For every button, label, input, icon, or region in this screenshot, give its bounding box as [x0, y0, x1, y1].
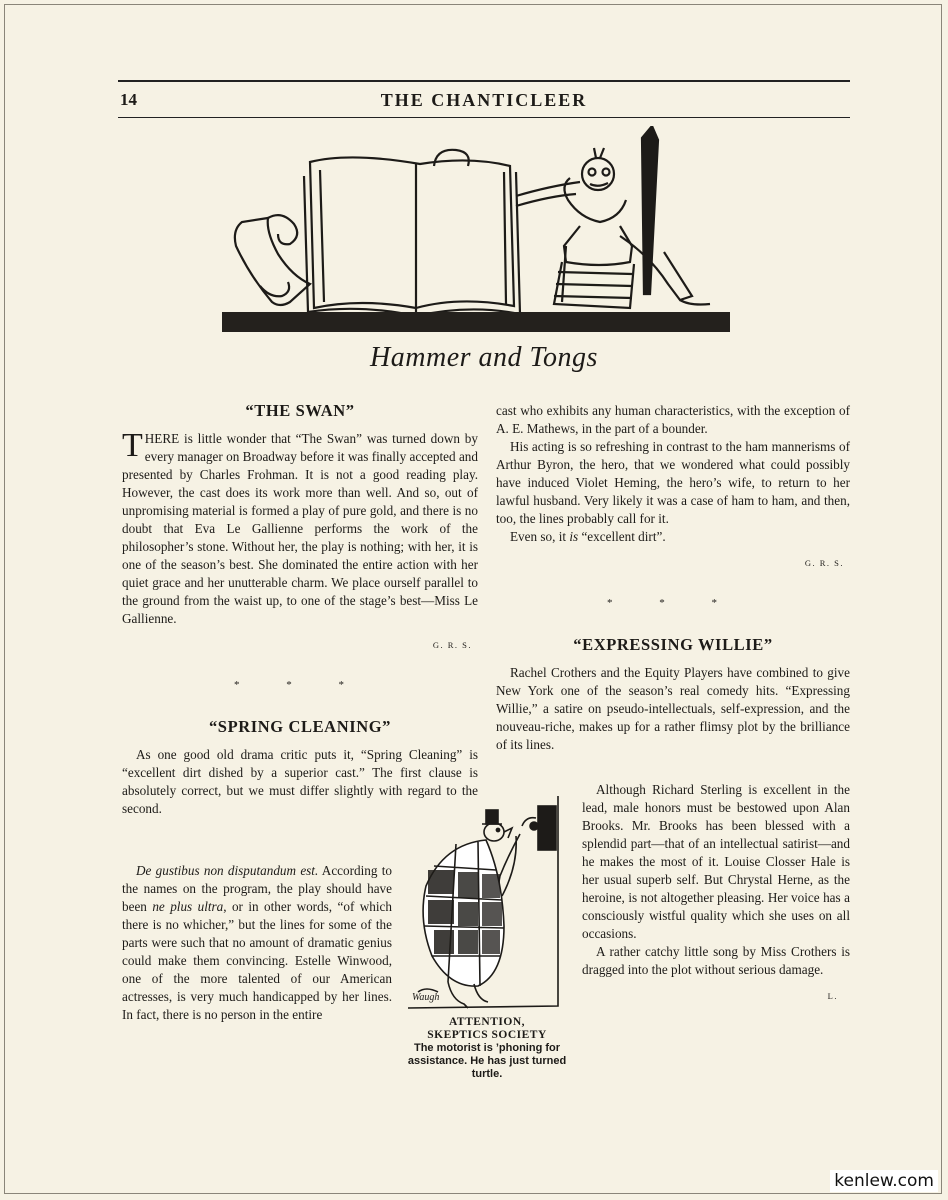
- spring-paragraph-1: As one good old drama critic puts it, “Spring Cleaning” is “excellent dirt dished by a superior cast.” The first clause is absolutely correct, but we must differ slightly with regard to the second.: [122, 747, 478, 816]
- page-header: [118, 88, 850, 114]
- header-top-rule: [118, 80, 850, 82]
- swan-paragraph-2: cast who exhibits any human characteristics, with the exception of A. E. Mathews, in the part of a bounder.: [496, 403, 850, 436]
- header-bottom-rule: [118, 117, 850, 118]
- left-column: [122, 402, 478, 818]
- expressing-willie-heading: “EXPRESSING WILLIE”: [573, 635, 773, 654]
- scribe-with-book-and-pen-illustration: [220, 126, 732, 336]
- section-divider-stars: * * *: [234, 679, 366, 691]
- right-column-lower: [582, 781, 850, 1005]
- section-title: Hammer and Tongs: [370, 342, 598, 373]
- willie-paragraph-1: Rachel Crothers and the Equity Players have combined to give New York one of the season’s real comedy hits. “Expressing Willie,” a satire on pseudo-intellectuals, self-expression, and the nouveau-riche, makes up for a rather flimsy plot by the brilliance of its lines.: [496, 665, 850, 752]
- right-column: [496, 402, 850, 754]
- section-divider-stars-2: * * *: [607, 597, 739, 609]
- left-column-lower: [122, 862, 392, 1024]
- swan-signature: G. R. S.: [432, 640, 472, 650]
- caption-body: The motorist is ’phoning for assistance. He has just turned turtle.: [407, 1042, 567, 1080]
- spring-paragraph-2: De gustibus non disputandum est. According to the names on the program, the play should have been ne plus ultra, or in other words, “of which there is no whicher,” but the lines for some of the parts were such that no amount of dramatic genius could make them convincing. Estelle Winwood, one of the more talented of our American actresses, is very much handicapped by her lines. In fact, there is no person in the entire: [122, 863, 393, 1022]
- publication-title: THE CHANTICLEER: [380, 90, 588, 110]
- willie-paragraph-3: A rather catchy little song by Miss Crothers is dragged into the plot without serious damage.: [582, 944, 850, 977]
- cartoon-caption: [402, 1016, 572, 1081]
- cartoon-artist-signature: Waugh: [412, 992, 440, 1003]
- spring-cleaning-heading: “SPRING CLEANING”: [208, 717, 392, 736]
- swan-signature-2: G. R. S.: [804, 558, 844, 568]
- caption-heading-line-2: SKEPTICS SOCIETY: [427, 1029, 547, 1041]
- caption-heading-line-1: ATTENTION,: [448, 1016, 526, 1028]
- page-number: 14: [120, 90, 137, 109]
- turtle-on-telephone-cartoon: [408, 796, 570, 1018]
- willie-paragraph-2: Although Richard Sterling is excellent in the lead, male honors must be bestowed upon Alan Brooks. Mr. Brooks has been blessed with a splendid part—that of an intellectual satirist—and he makes the most of it. Louise Closser Hale is her usual superb self. But Chrystal Herne, as the heroine, is not altogether pleasing. Her voice has a consciously wistful quality which she uses on all occasions.: [582, 782, 850, 941]
- drop-cap: T: [122, 427, 143, 464]
- swan-paragraph-4: Even so, it is “excellent dirt”.: [510, 529, 666, 544]
- willie-signature: L.: [827, 991, 838, 1001]
- swan-paragraph-3: His acting is so refreshing in contrast to the ham mannerisms of Arthur Byron, the hero, that we wondered what could possibly have induced Violet Heming, the hero’s wife, to return to her lawful husband. Very likely it was a case of ham to ham, and then, too, the lines probably call for it.: [496, 439, 850, 526]
- swan-heading: “THE SWAN”: [245, 401, 355, 420]
- swan-paragraph-1: THERE is little wonder that “The Swan” was turned down by every manager on Broadway before it was finally accepted and presented by Charles Frohman. It is not a good reading play. However, the cast does its work more than well. And so, out of unpromising material is formed a play of pure gold, and there is no doubt that Eva Le Gallienne performs the work of the philosopher’s stone. Without her, the play is nothing; with her, it is one of the season’s best. She dominated the entire action with her quiet grace and her unutterable charm. We place ourself parallel to the ground from the waist up, to one of the stage’s best—Miss Le Gallienne.: [122, 427, 478, 626]
- site-watermark: kenlew.com: [830, 1170, 938, 1192]
